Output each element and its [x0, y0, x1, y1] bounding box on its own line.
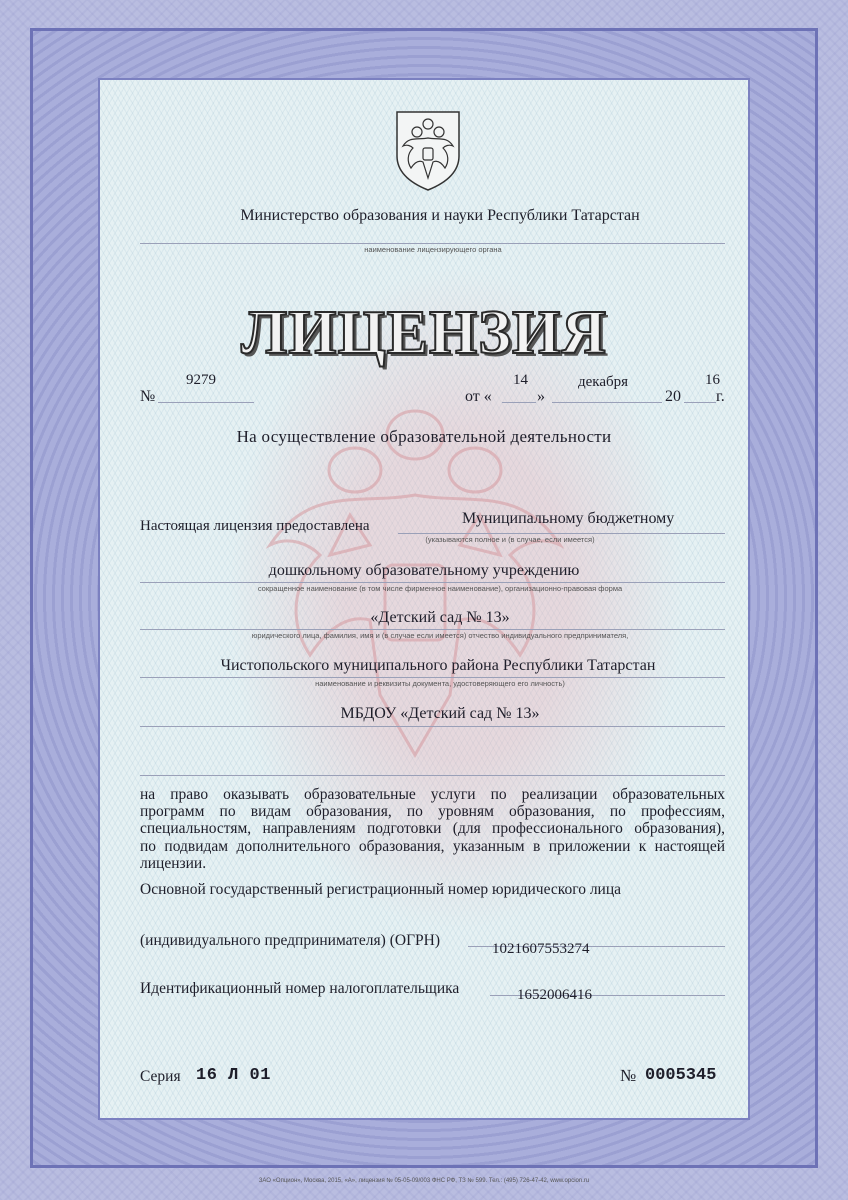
- inn-label: Идентификационный номер налогоплательщика: [140, 980, 460, 997]
- holder-caption-3: юридического лица, фамилия, имя и (в случае если имеется) отчество индивидуального предпринимателя,: [251, 631, 629, 640]
- holder-line-3: «Детский сад № 13»: [370, 609, 510, 626]
- holder-caption-2: сокращенное наименование (в том числе фирменное наименование), организационно-правовая форма: [257, 584, 623, 593]
- license-purpose: На осуществление образовательной деятельности: [236, 427, 612, 446]
- series-value: 16 Л 01: [196, 1066, 271, 1085]
- license-number-underline: [158, 402, 254, 403]
- printer-imprint: ЗАО «Опцион», Москва, 2015, «А», лицензия № 05-05-09/003 ФНС РФ, ТЗ № 599. Тел.: (495) 726-47-42, www.opcion.ru: [258, 1178, 590, 1184]
- granted-to-label: Настоящая лицензия предоставлена: [140, 518, 370, 534]
- holder-line-1: Муниципальному бюджетному: [462, 510, 675, 527]
- date-from-label: от «: [465, 388, 492, 405]
- holder-line-5: МБДОУ «Детский сад № 13»: [340, 705, 540, 722]
- ogrn-value: 1021607553274: [492, 941, 590, 957]
- holder-line-2: дошкольному образовательному учреждению: [268, 562, 580, 579]
- series-label: Серия: [140, 1068, 181, 1085]
- month-underline: [552, 402, 662, 403]
- ogrn-label-1: Основной государственный регистрационный номер юридического лица: [140, 881, 622, 898]
- rights-paragraph: на право оказывать образовательные услуги по реализации образовательных программ по видам образования, по уровням образования, по профессиям, специальностям, направлениям подготовки (для профессионального образования), по подвидам дополнительного образования, указанным в приложении к настоящей лицензии.: [140, 786, 725, 872]
- holder-caption-1: (указываются полное и (в случае, если имеется): [425, 535, 595, 544]
- date-close-quote: »: [537, 388, 545, 405]
- authority-caption: наименование лицензирующего органа: [364, 245, 502, 254]
- ogrn-label-2: (индивидуального предпринимателя) (ОГРН): [140, 932, 441, 949]
- holder-line-1-underline: [398, 533, 725, 534]
- holder-caption-4: наименование и реквизиты документа, удостоверяющего его личность): [315, 679, 565, 688]
- coat-of-arms-icon: [393, 108, 463, 192]
- blank-number-label: №: [620, 1066, 637, 1085]
- license-day: 14: [513, 372, 528, 388]
- license-number-label: №: [140, 388, 156, 405]
- holder-line-4: Чистопольского муниципального района Республики Татарстан: [220, 657, 656, 674]
- blank-number: 0005345: [645, 1066, 717, 1085]
- holder-line-5-underline: [140, 726, 725, 727]
- holder-line-4-underline: [140, 677, 725, 678]
- authority-underline: [140, 243, 725, 244]
- license-number: 9279: [186, 372, 216, 388]
- license-year: 16: [705, 372, 720, 388]
- license-month: декабря: [578, 374, 629, 390]
- document-title: ЛИЦЕНЗИЯ: [241, 299, 607, 367]
- holder-line-3-underline: [140, 629, 725, 630]
- licensing-authority: Министерство образования и науки Республики Татарстан: [240, 207, 640, 224]
- holder-line-2-underline: [140, 582, 725, 583]
- blank-underline: [140, 775, 725, 776]
- year-underline: [684, 402, 716, 403]
- year-prefix: 20: [665, 388, 681, 405]
- year-suffix: г.: [716, 388, 725, 405]
- day-underline: [502, 402, 536, 403]
- inn-value: 1652006416: [517, 987, 592, 1003]
